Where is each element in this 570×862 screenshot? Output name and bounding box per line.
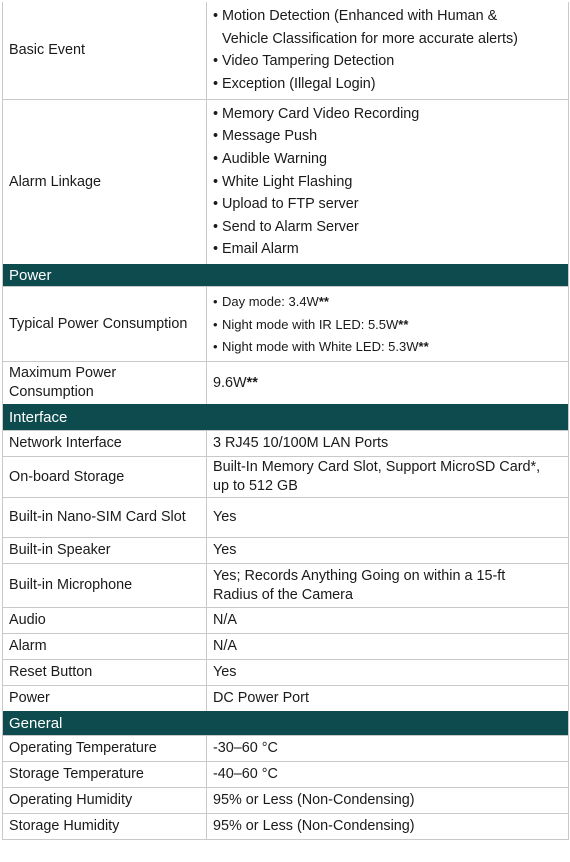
bullet-icon: • bbox=[213, 173, 219, 190]
spec-value-text: Exception (Illegal Login) bbox=[222, 76, 376, 93]
spec-value-text: Yes bbox=[213, 542, 237, 558]
spec-value bbox=[207, 498, 568, 537]
spec-value bbox=[207, 788, 568, 813]
spec-value-text: Upload to FTP server bbox=[222, 196, 359, 213]
bullet-icon: • bbox=[213, 53, 219, 70]
spec-value-text: White Light Flashing bbox=[222, 173, 353, 190]
spec-value-line bbox=[213, 337, 562, 356]
spec-value-line bbox=[213, 173, 562, 192]
spec-value bbox=[207, 564, 568, 607]
spec-value-text: 95% or Less (Non-Condensing) bbox=[213, 792, 415, 808]
spec-label: Built-in Nano-SIM Card Slot bbox=[3, 498, 207, 537]
spec-value-text: N/A bbox=[213, 638, 237, 654]
spec-row-alarm bbox=[3, 633, 568, 659]
spec-value-text: 3 RJ45 10/100M LAN Ports bbox=[213, 435, 389, 451]
spec-label: Operating Humidity bbox=[3, 788, 207, 813]
spec-value-text: Memory Card Video Recording bbox=[222, 105, 420, 122]
spec-value-line bbox=[213, 127, 562, 146]
spec-value-line bbox=[213, 791, 562, 810]
spec-label: Alarm bbox=[3, 634, 207, 659]
spec-value-line bbox=[213, 541, 562, 560]
spec-table bbox=[2, 2, 569, 840]
section-header-general: General bbox=[3, 711, 568, 735]
spec-value-line bbox=[213, 637, 562, 656]
bullet-icon: • bbox=[213, 76, 219, 93]
spec-value-line bbox=[213, 105, 562, 124]
spec-row-maximum-power-consumption bbox=[3, 361, 568, 404]
spec-row-built-in-speaker bbox=[3, 537, 568, 563]
spec-row-network-interface bbox=[3, 430, 568, 456]
spec-label: Network Interface bbox=[3, 431, 207, 456]
spec-value bbox=[207, 660, 568, 685]
spec-value bbox=[207, 287, 568, 361]
bullet-icon: • bbox=[213, 150, 219, 167]
spec-value-line bbox=[213, 240, 562, 259]
spec-label: Maximum Power Consumption bbox=[3, 362, 207, 404]
spec-value bbox=[207, 762, 568, 787]
spec-value-text: Motion Detection (Enhanced with Human & bbox=[222, 7, 498, 24]
bullet-icon: • bbox=[213, 105, 219, 122]
spec-value-text: DC Power Port bbox=[213, 690, 309, 706]
spec-row-alarm-linkage bbox=[3, 99, 568, 264]
spec-label: Storage Temperature bbox=[3, 762, 207, 787]
spec-row-basic-event bbox=[3, 2, 568, 99]
spec-value-text: up to 512 GB bbox=[213, 478, 298, 494]
spec-row-audio bbox=[3, 607, 568, 633]
spec-label: Audio bbox=[3, 608, 207, 633]
spec-label: Operating Temperature bbox=[3, 736, 207, 761]
spec-label: Basic Event bbox=[3, 2, 207, 99]
bullet-icon bbox=[213, 30, 222, 49]
spec-value bbox=[207, 457, 568, 497]
spec-value-line bbox=[213, 218, 562, 237]
spec-value-line bbox=[213, 374, 562, 393]
spec-value-text: 95% or Less (Non-Condensing) bbox=[213, 818, 415, 834]
spec-value-line bbox=[213, 30, 562, 49]
spec-value-text: Video Tampering Detection bbox=[222, 53, 395, 70]
spec-value bbox=[207, 736, 568, 761]
spec-row-reset-button bbox=[3, 659, 568, 685]
spec-value-text: Audible Warning bbox=[222, 150, 328, 167]
spec-row-operating-temperature bbox=[3, 735, 568, 761]
spec-value-line bbox=[213, 150, 562, 169]
spec-value-text: Email Alarm bbox=[222, 241, 299, 258]
spec-value bbox=[207, 634, 568, 659]
spec-value-line bbox=[213, 765, 562, 784]
spec-value-text: Night mode with White LED: 5.3W** bbox=[222, 339, 429, 355]
spec-value-text: Radius of the Camera bbox=[213, 586, 353, 603]
spec-label: Power bbox=[3, 686, 207, 711]
bullet-icon: • bbox=[213, 293, 218, 309]
spec-value-line bbox=[213, 292, 562, 311]
spec-value-text: Day mode: 3.4W** bbox=[222, 293, 329, 309]
spec-value-text: Night mode with IR LED: 5.5W** bbox=[222, 316, 409, 332]
spec-value-line bbox=[213, 7, 562, 26]
bullet-icon: • bbox=[213, 196, 219, 213]
spec-value bbox=[207, 686, 568, 711]
spec-value-line bbox=[213, 315, 562, 334]
spec-value-line bbox=[213, 75, 562, 94]
spec-label: Built-in Speaker bbox=[3, 538, 207, 563]
spec-label: Built-in Microphone bbox=[3, 564, 207, 607]
spec-value-line bbox=[213, 458, 562, 477]
spec-value-line bbox=[213, 611, 562, 630]
spec-label: Storage Humidity bbox=[3, 814, 207, 839]
spec-value bbox=[207, 100, 568, 264]
spec-value-line bbox=[213, 477, 562, 496]
spec-value-text: Message Push bbox=[222, 128, 318, 145]
spec-row-on-board-storage bbox=[3, 456, 568, 497]
spec-value-line bbox=[213, 817, 562, 836]
spec-row-storage-humidity bbox=[3, 813, 568, 839]
spec-row-typical-power-consumption bbox=[3, 286, 568, 361]
bullet-icon: • bbox=[213, 339, 218, 355]
spec-label: On-board Storage bbox=[3, 457, 207, 497]
spec-value-line bbox=[213, 508, 562, 527]
spec-value-text: Send to Alarm Server bbox=[222, 218, 359, 235]
spec-value-line bbox=[213, 195, 562, 214]
spec-value-line bbox=[213, 689, 562, 708]
bullet-icon: • bbox=[213, 241, 219, 258]
spec-label: Alarm Linkage bbox=[3, 100, 207, 264]
spec-value-line bbox=[213, 567, 562, 586]
spec-value bbox=[207, 362, 568, 404]
spec-value-line bbox=[213, 434, 562, 453]
spec-value-text: Built-In Memory Card Slot, Support MicroSD Card*, bbox=[213, 459, 541, 475]
spec-value bbox=[207, 608, 568, 633]
section-header-power: Power bbox=[3, 264, 568, 286]
spec-value-text: Yes bbox=[213, 509, 237, 525]
spec-value-line bbox=[213, 52, 562, 71]
spec-value-line bbox=[213, 739, 562, 758]
spec-row-power bbox=[3, 685, 568, 711]
spec-value-text: N/A bbox=[213, 612, 237, 628]
spec-value-text: Yes; Records Anything Going on within a 15-ft bbox=[213, 567, 506, 584]
spec-value-text: -30–60 °C bbox=[213, 740, 278, 756]
bullet-icon: • bbox=[213, 316, 218, 332]
spec-label: Reset Button bbox=[3, 660, 207, 685]
spec-row-operating-humidity bbox=[3, 787, 568, 813]
section-header-interface: Interface bbox=[3, 404, 568, 430]
spec-value-text: Yes bbox=[213, 664, 237, 680]
spec-value bbox=[207, 814, 568, 839]
spec-row-built-in-nano-sim-card-slot bbox=[3, 497, 568, 537]
spec-value bbox=[207, 538, 568, 563]
spec-label: Typical Power Consumption bbox=[3, 287, 207, 361]
spec-value-line bbox=[213, 663, 562, 682]
spec-value-line bbox=[213, 586, 562, 605]
bullet-icon: • bbox=[213, 7, 219, 24]
spec-value-text: -40–60 °C bbox=[213, 766, 278, 782]
spec-row-built-in-microphone bbox=[3, 563, 568, 607]
spec-value-text: Vehicle Classification for more accurate alerts) bbox=[222, 30, 518, 47]
spec-row-storage-temperature bbox=[3, 761, 568, 787]
spec-value bbox=[207, 431, 568, 456]
bullet-icon: • bbox=[213, 128, 219, 145]
spec-value-text: 9.6W** bbox=[213, 374, 258, 391]
bullet-icon: • bbox=[213, 218, 219, 235]
spec-value bbox=[207, 2, 568, 99]
